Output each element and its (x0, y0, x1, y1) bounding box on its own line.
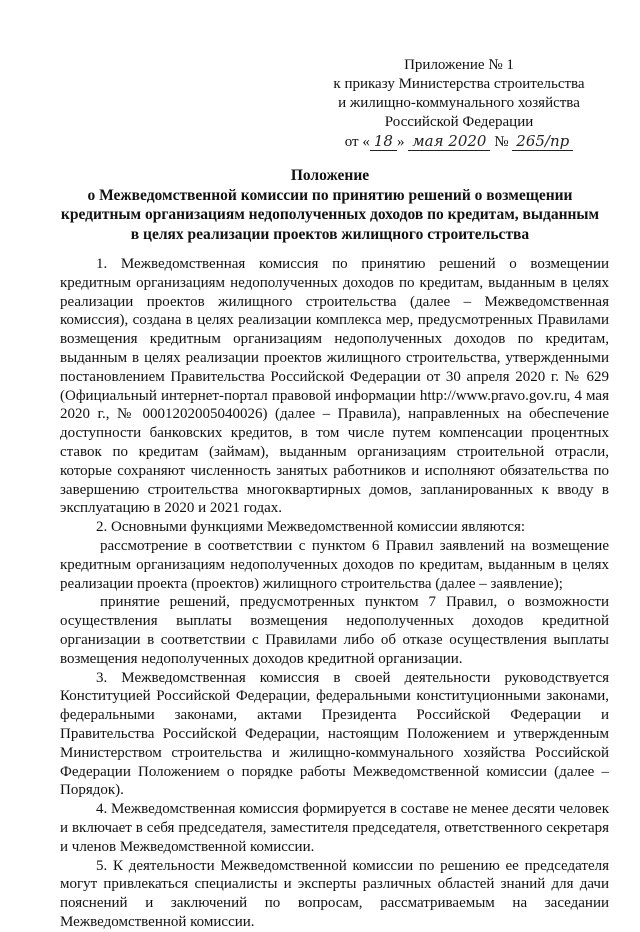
from-prefix: от « (344, 134, 370, 150)
title-line-2: о Межведомственной комиссии по принятию решений о возмещении (87, 186, 573, 204)
appendix-line-1: Приложение № 1 (404, 57, 514, 73)
appendix-block (300, 56, 618, 152)
appendix-line-4: Российской Федерации (384, 114, 534, 130)
paragraph-2-item-2: принятие решений, предусмотренных пунктом 7 Правил, о возможности осуществления выплаты возмещения недополученных доходов кредитной организации в соответствии с Правилами либо об отказе осуществления выплаты возмещения недополученных доходов кредитной организации. (60, 594, 609, 667)
handwritten-day: 18 (370, 132, 397, 151)
handwritten-month: мая 2020 (408, 132, 490, 151)
paragraph-3: 3. Межведомственная комиссия в своей деятельности руководствуется Конституцией Российской Федерации, федеральными конституционными законами, федеральными законами, актами Президента Российской Федерации и Правительства Российской Федерации, настоящим Положением и утвержденным Министерством строительства и жилищно-коммунального хозяйства Российской Федерации Положением о порядке работы Межведомственной комиссии (далее – Порядок). (60, 669, 609, 799)
title-line-1: Положение (290, 167, 370, 184)
title-line-4: в целях реализации проектов жилищного строительства (130, 225, 530, 243)
quote-close: » (396, 134, 405, 150)
paragraph-4: 4. Межведомственная комиссия формируется в составе не менее десяти человек и включает в себя председателя, заместителя председателя, ответственного секретаря и членов Межведомственной комиссии. (60, 801, 609, 855)
paragraph-2: 2. Основными функциями Межведомственной комиссии являются: (96, 519, 526, 536)
appendix-line-2: к приказу Министерства строительства (333, 76, 585, 92)
paragraph-2-item-1: рассмотрение в соответствии с пунктом 6 Правил заявлений на возмещение кредитным организациям недополученных доходов по кредитам, выданным в целях реализации проекта (проектов) жилищного строительства (далее – заявление); (60, 537, 609, 592)
title-line-3: кредитным организациям недополученных доходов по кредитам, выданным (60, 206, 600, 223)
paragraph-5: 5. К деятельности Межведомственной комиссии по решению ее председателя могут привлекаться специалисты и эксперты различных областей знаний для дачи пояснений и заключений по вопросам, рассматриваемым на заседании Межведомственной комиссии. (60, 857, 609, 930)
number-prefix: № (494, 134, 509, 150)
appendix-line-3: и жилищно-коммунального хозяйства (338, 95, 580, 111)
document-body (60, 255, 609, 932)
document-title (40, 166, 620, 244)
paragraph-1: 1. Межведомственная комиссия по принятию решений о возмещении кредитным организациям недополученных доходов по кредитам, выданным в целях реализации проектов жилищного строительства (далее – Межведомственная комиссия), создана в целях реализации комплекса мер, предусмотренных Правилами возмещения кредитным организациям недополученных доходов по кредитам, выданным в целях реализации проектов жилищного строительства, утвержденными постановлением Правительства Российской Федерации от 30 апреля 2020 г. № 629 (Официальный интернет-портал правовой информации http://www.pravo.gov.ru, 4 мая 2020 г., № 0001202005040026) (далее – Правила), направленных на обеспечение доступности банковских кредитов, в том числе путем компенсации процентных ставок по кредитам (займам), выданным организациям строительной отрасли, которые сохраняют численность занятых работников и исполняют обязательства по завершению строительства многоквартирных домов, запланированных к вводу в эксплуатацию в 2020 и 2021 годах. (60, 256, 609, 517)
order-date-number-line (300, 132, 618, 152)
handwritten-number: 265/пр (512, 132, 573, 151)
